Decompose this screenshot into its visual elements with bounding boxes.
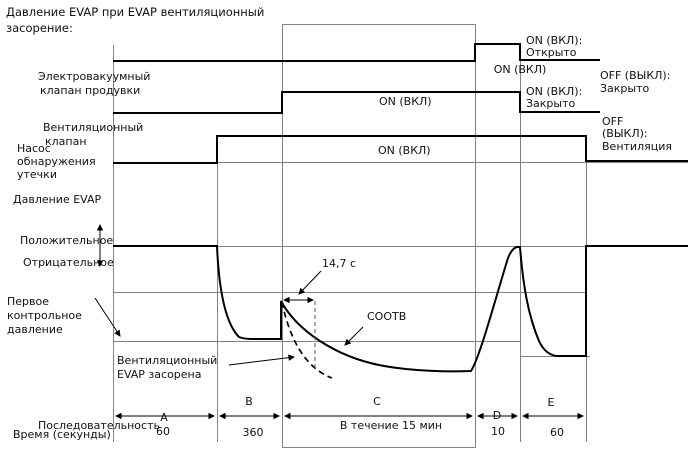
vent-legend-off-line3: Вентиляция — [602, 140, 672, 153]
positive-label: Положительное — [20, 234, 114, 247]
diagram-title-line1: Давление EVAP при EVAP вентиляционный — [6, 5, 265, 19]
section-duration-e: 60 — [550, 426, 564, 439]
section-duration-c: В течение 15 мин — [339, 419, 443, 432]
leak-pump-label-line1: Насос — [17, 142, 51, 155]
vent-legend-on-line1: ON (ВКЛ): — [526, 85, 583, 98]
section-letter-b: В — [245, 395, 253, 408]
first-check-pointer — [95, 298, 120, 336]
vent-legend-off-line1: OFF — [602, 115, 624, 128]
purge-legend-off-line1: OFF (ВЫКЛ): — [600, 69, 671, 82]
leak-pump-label-line2: обнаружения — [17, 155, 96, 168]
purge-legend-on-line2: Открыто — [526, 46, 577, 59]
vent-valve-label-line2: клапан — [45, 135, 87, 148]
annotation-14s-pointer — [299, 271, 321, 294]
sequence-row-label: Последовательность — [38, 419, 160, 432]
section-duration-a: 60 — [156, 425, 170, 438]
section-letter-a: А — [160, 411, 168, 424]
first-check-pressure-label-line1: Первое — [7, 295, 50, 308]
vent-legend-on-line2: Закрыто — [526, 97, 576, 110]
vent-valve-label-line1: Вентиляционный — [43, 121, 144, 134]
clogged-label-line2: EVAP засорена — [117, 368, 202, 381]
leak-pump-label-line3: утечки — [17, 168, 57, 181]
first-check-pressure-label-line2: контрольное — [7, 309, 82, 322]
vent-legend-off-line2: (ВЫКЛ): — [602, 127, 648, 140]
purge-pulse-state-label: ON (ВКЛ) — [493, 63, 547, 76]
time-14s-annotation: 14,7 с — [322, 257, 357, 270]
clogged-label-line1: Вентиляционный — [117, 354, 218, 367]
section-duration-d: 10 — [491, 425, 505, 438]
diagram-title-line2: засорение: — [6, 21, 73, 35]
negative-label: Отрицательное — [23, 256, 114, 269]
section-duration-b: 360 — [242, 426, 264, 439]
vent-on-state-label: ON (ВКЛ) — [379, 95, 432, 108]
purge-valve-label-line2: клапан продувки — [40, 84, 141, 97]
section-letter-d: D — [492, 409, 502, 422]
ok-curve-pointer — [345, 327, 363, 345]
purge-legend-off-line2: Закрыто — [600, 82, 650, 95]
ok-curve-label: СООТВ — [367, 310, 407, 323]
clogged-pointer — [229, 357, 294, 365]
section-letter-c: C — [373, 395, 381, 408]
section-letter-e: E — [547, 396, 555, 409]
pressure-trace — [113, 246, 688, 371]
time-row-label: Время (секунды) — [13, 428, 111, 441]
first-check-pressure-label-line3: давление — [7, 323, 63, 336]
pressure-axis-label: Давление EVAP — [13, 193, 102, 206]
pump-on-state-label: ON (ВКЛ) — [378, 144, 431, 157]
purge-valve-label-line1: Электровакуумный — [38, 70, 151, 83]
purge-legend-on-line1: ON (ВКЛ): — [526, 34, 583, 47]
